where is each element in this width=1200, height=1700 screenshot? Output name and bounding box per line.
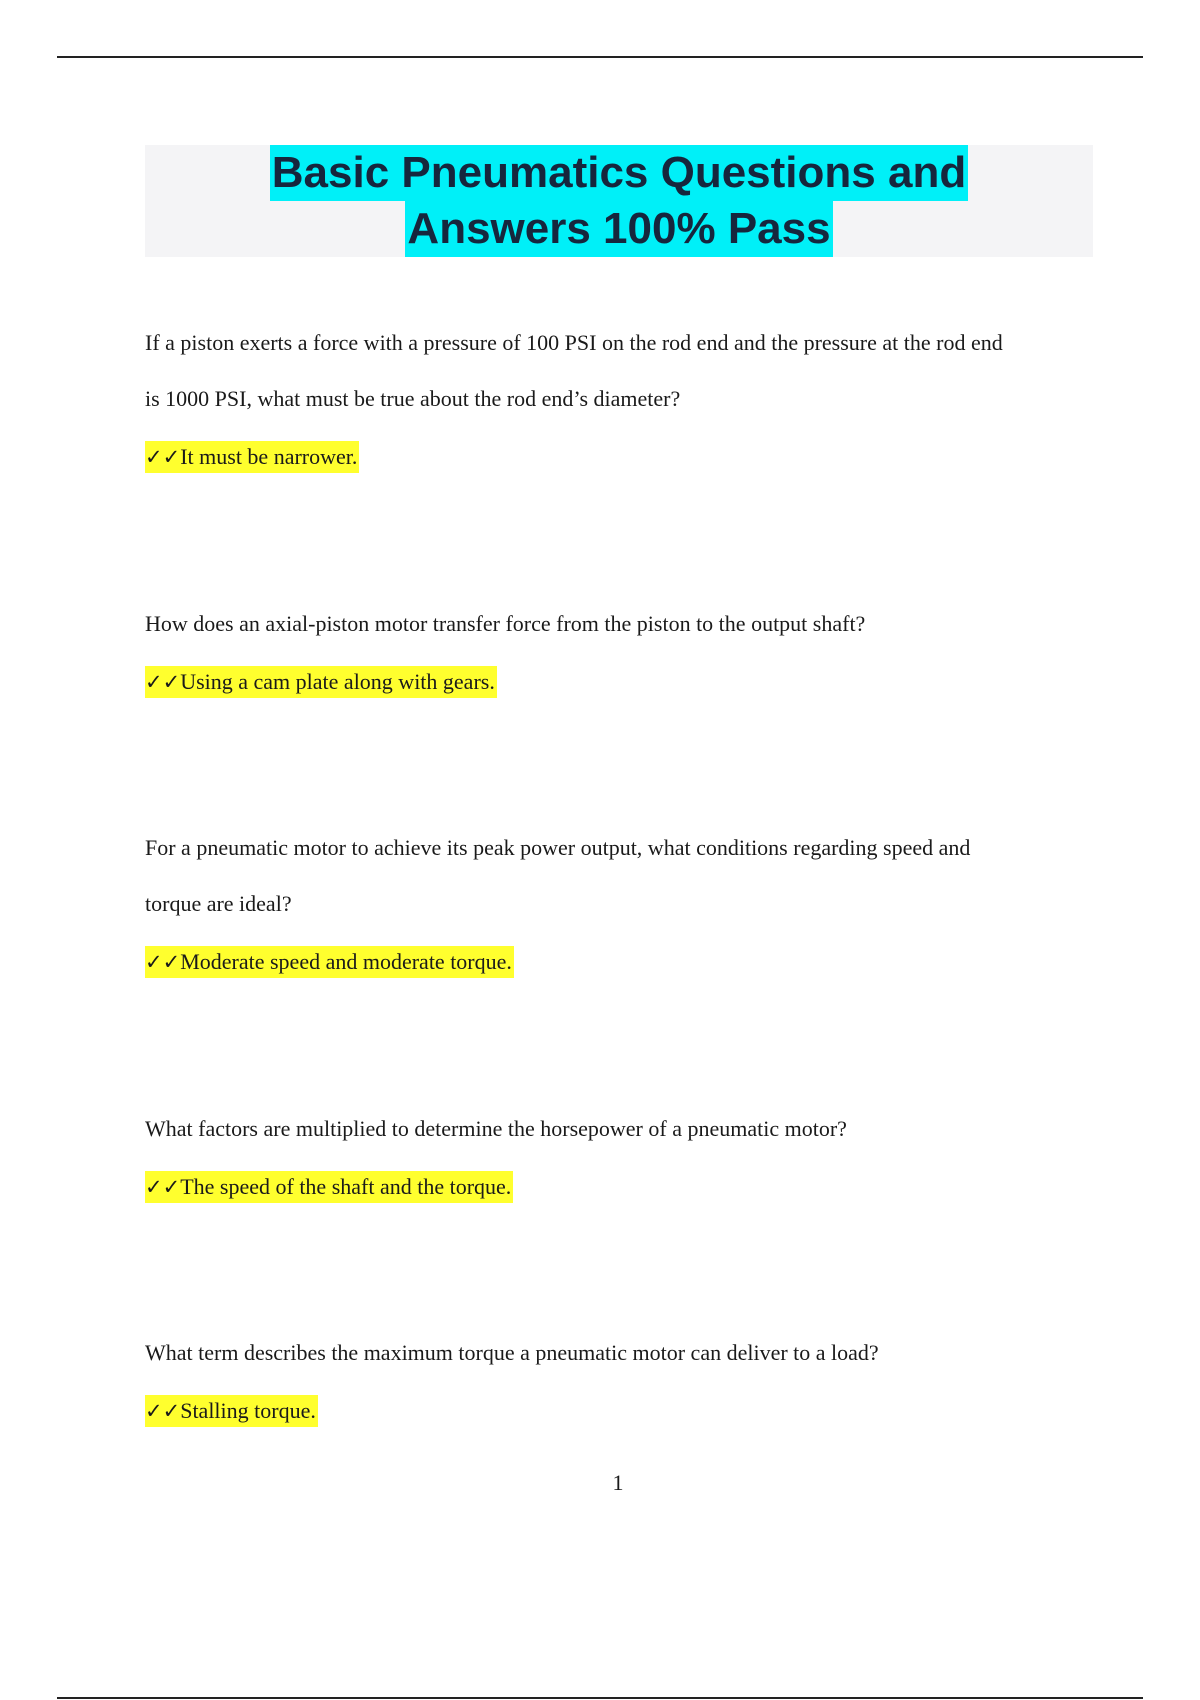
document-title — [145, 145, 1093, 257]
double-check-icon: ✓✓ — [145, 1175, 181, 1199]
question-line: What term describes the maximum torque a pneumatic motor can deliver to a load? — [145, 1340, 879, 1365]
answer-highlight — [145, 946, 514, 978]
answer-text: Using a cam plate along with gears. — [180, 669, 495, 694]
question-line: How does an axial-piston motor transfer force from the piston to the output shaft? — [145, 611, 866, 636]
answer-text: Moderate speed and moderate torque. — [180, 949, 512, 974]
question-line: What factors are multiplied to determine the horsepower of a pneumatic motor? — [145, 1116, 847, 1141]
answer — [145, 666, 1095, 698]
qa-item — [145, 1325, 1095, 1427]
answer — [145, 441, 1095, 473]
title-line: Basic Pneumatics Questions and — [270, 145, 968, 201]
qa-item — [145, 820, 1095, 978]
question-text — [145, 596, 1095, 652]
question-text — [145, 820, 1095, 932]
answer-text: It must be narrower. — [180, 444, 358, 469]
answer — [145, 1395, 1095, 1427]
answer-text: The speed of the shaft and the torque. — [180, 1174, 512, 1199]
question-line: For a pneumatic motor to achieve its peak power output, what conditions regarding speed and — [145, 835, 971, 860]
question-line: If a piston exerts a force with a pressure of 100 PSI on the rod end and the pressure at the rod end — [145, 330, 1003, 355]
qa-item — [145, 1101, 1095, 1203]
question-text — [145, 1101, 1095, 1157]
answer-highlight — [145, 1171, 513, 1203]
bottom-rule — [57, 1697, 1143, 1699]
answer-text: Stalling torque. — [180, 1398, 316, 1423]
title-line: Answers 100% Pass — [405, 201, 832, 257]
answer — [145, 1171, 1095, 1203]
page-number: 1 — [612, 1470, 624, 1495]
double-check-icon: ✓✓ — [145, 445, 181, 469]
double-check-icon: ✓✓ — [145, 950, 181, 974]
answer-highlight — [145, 666, 497, 698]
question-line: is 1000 PSI, what must be true about the rod end’s diameter? — [145, 386, 681, 411]
double-check-icon: ✓✓ — [145, 670, 181, 694]
question-text — [145, 1325, 1095, 1381]
answer — [145, 946, 1095, 978]
top-rule — [57, 56, 1143, 58]
qa-item — [145, 315, 1095, 473]
question-text — [145, 315, 1095, 427]
answer-highlight — [145, 1395, 318, 1427]
question-line: torque are ideal? — [145, 891, 292, 916]
qa-item — [145, 596, 1095, 698]
double-check-icon: ✓✓ — [145, 1399, 181, 1423]
answer-highlight — [145, 441, 359, 473]
